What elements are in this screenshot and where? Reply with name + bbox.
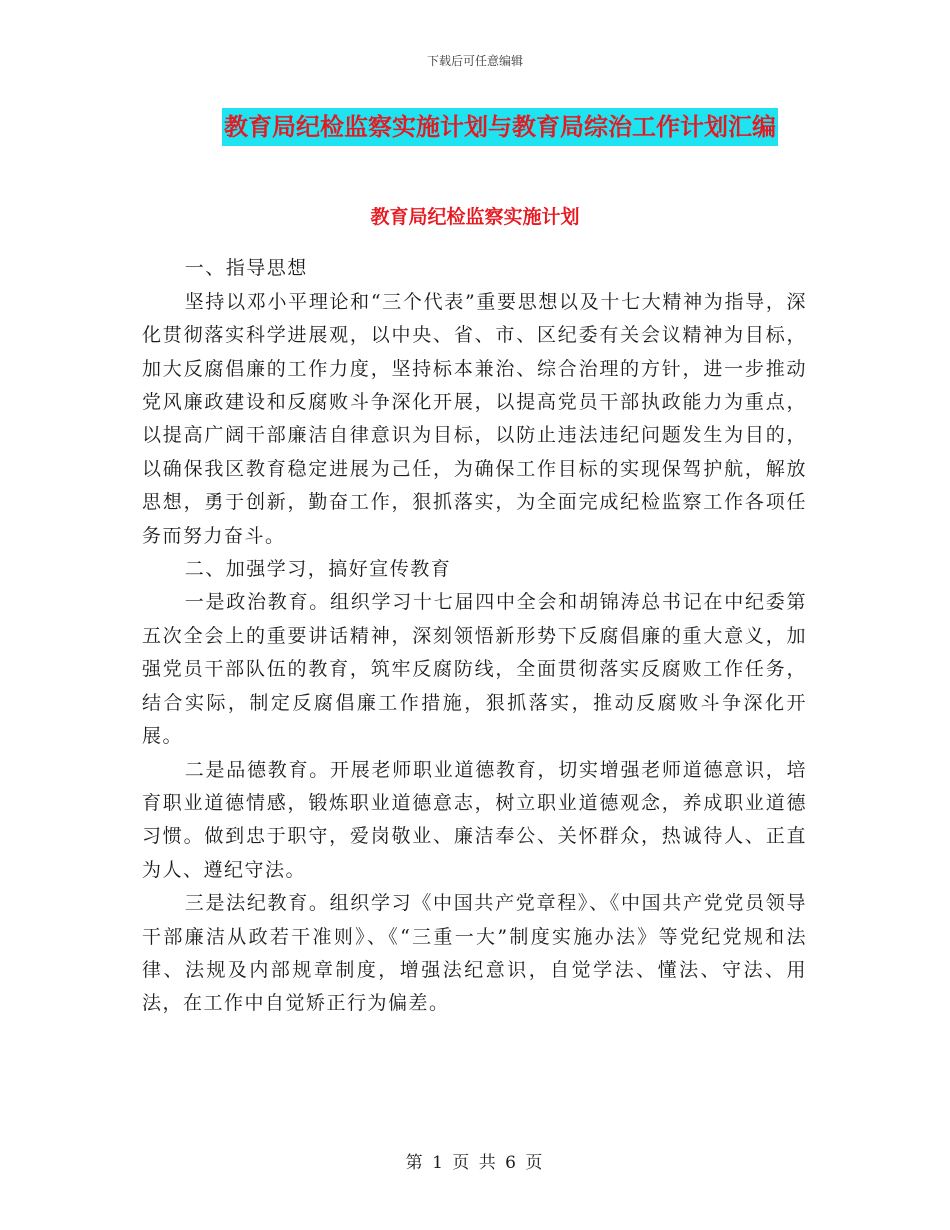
page-header-note: 下载后可任意编辑: [426, 54, 523, 68]
paragraph-legal-education: 三是法纪教育。组织学习《中国共产党章程》、《中国共产党党员领导干部廉洁从政若干准则》、《“三重一大”制度实施办法》等党纪党规和法律、法规及内部规章制度，增强法纪意识，自觉学法、懂法、守法、用法，在工作中自觉矫正行为偏差。: [142, 892, 807, 1015]
heading-guiding-ideology: 一、指导思想: [184, 257, 308, 280]
paragraph-guiding-ideology: 坚持以邓小平理论和“三个代表”重要思想以及十七大精神为指导，深化贯彻落实科学进展观，以中央、省、市、区纪委有关会议精神为目标，加大反腐倡廉的工作力度，坚持标本兼治、综合治理的方针，进一步推动党风廉政建设和反腐败斗争深化开展，以提高党员干部执政能力为重点，以提高广阔干部廉洁自律意识为目标，以防止违法违纪问题发生为目的，以确保我区教育稳定进展为己任，为确保工作目标的实现保驾护航，解放思想，勇于创新，勤奋工作，狠抓落实，为全面完成纪检监察工作各项任务而努力奋斗。: [142, 290, 807, 547]
document-title-container: [0, 108, 950, 146]
document-body: [142, 219, 807, 1021]
page-number: 第 1 页 共 6 页: [405, 1153, 545, 1173]
document-title: 教育局纪检监察实施计划与教育局综治工作计划汇编: [222, 108, 778, 146]
section-title: 教育局纪检监察实施计划: [370, 206, 580, 228]
paragraph-moral-education: 二是品德教育。开展老师职业道德教育，切实增强老师道德意识，培育职业道德情感，锻炼职业道德意志，树立职业道德观念，养成职业道德习惯。做到忠于职守，爱岗敬业、廉洁奉公、关怀群众，热诚待人、正直为人、遵纪守法。: [142, 758, 807, 881]
paragraph-political-education: 一是政治教育。组织学习十七届四中全会和胡锦涛总书记在中纪委第五次全会上的重要讲话精神，深刻领悟新形势下反腐倡廉的重大意义，加强党员干部队伍的教育，筑牢反腐防线，全面贯彻落实反腐败工作任务，结合实际，制定反腐倡廉工作措施，狠抓落实，推动反腐败斗争深化开展。: [142, 591, 807, 748]
heading-strengthen-study: 二、加强学习，搞好宣传教育: [184, 558, 452, 581]
